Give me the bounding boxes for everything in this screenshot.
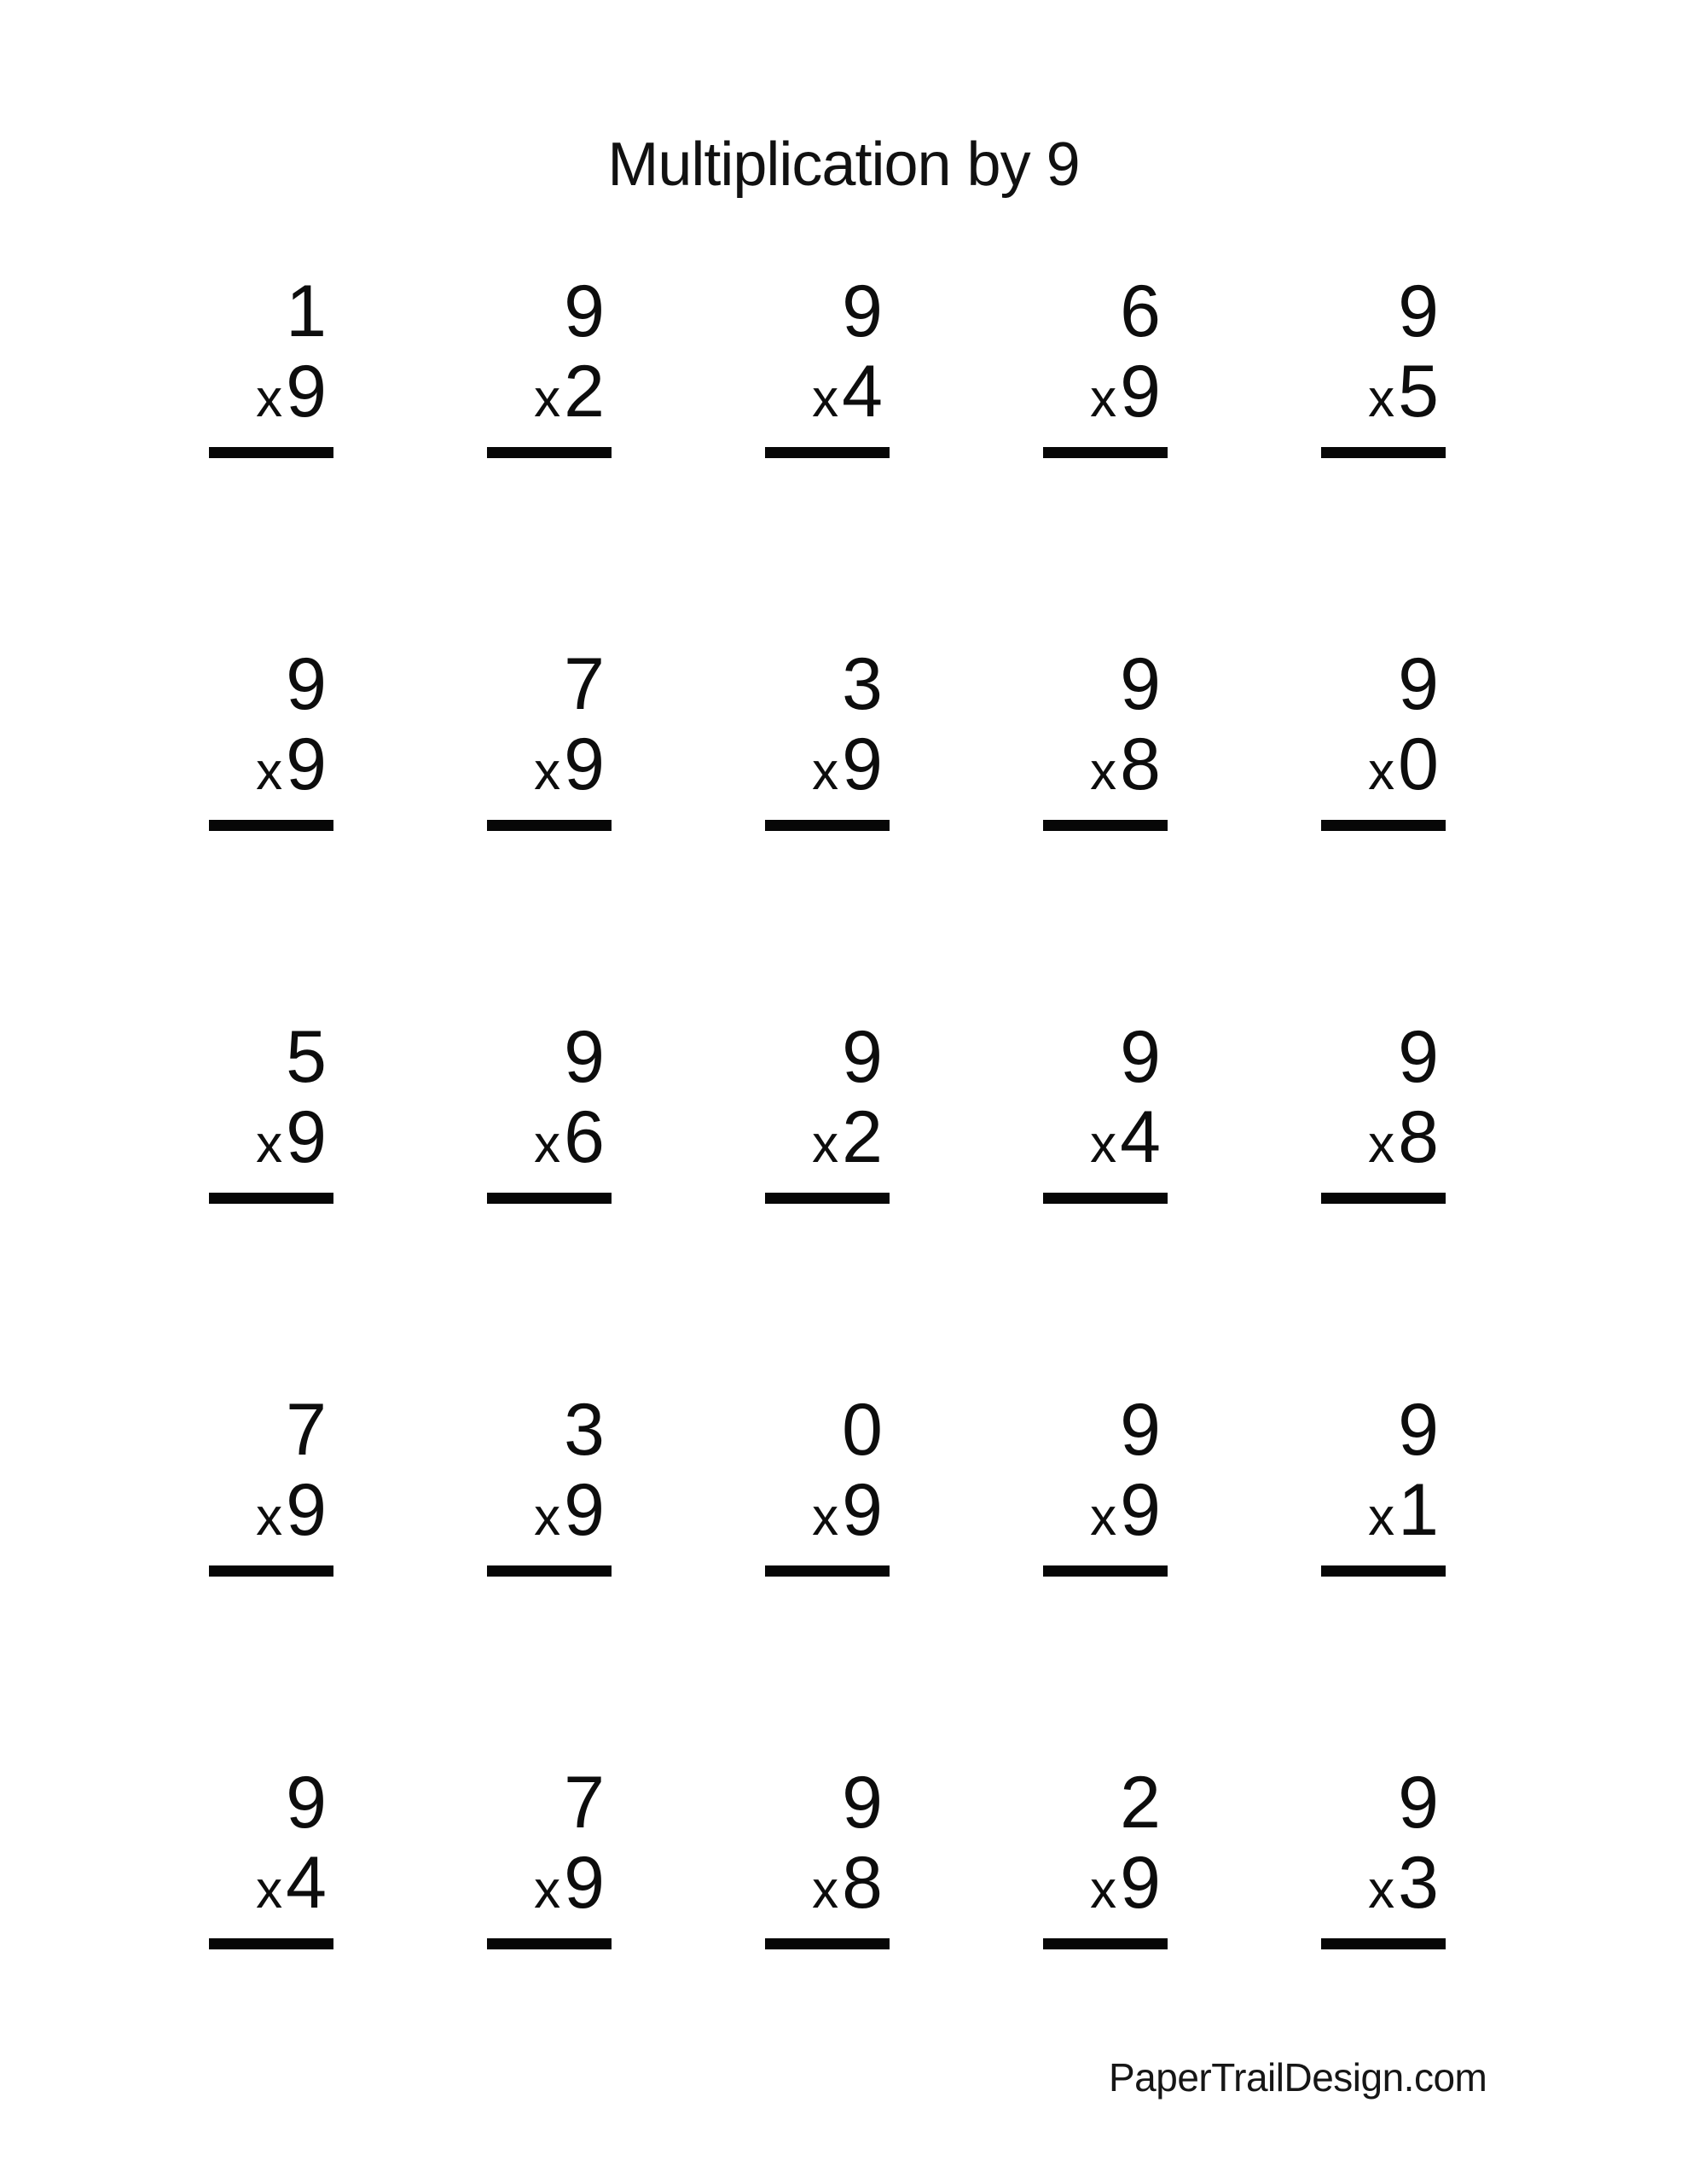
- answer-line: [487, 1193, 612, 1204]
- multiplier-line: [209, 351, 333, 439]
- problem-cell: [1043, 1017, 1168, 1204]
- problem-cell: [1321, 1017, 1446, 1204]
- multiplicand: 7: [564, 1762, 605, 1844]
- multiplier-line: [209, 1097, 333, 1185]
- problem-cell: [765, 1763, 890, 1949]
- problem-cell: [209, 271, 333, 458]
- multiplier: 9: [564, 1842, 605, 1924]
- answer-line: [209, 1938, 333, 1949]
- multiplicand: 9: [1120, 1389, 1161, 1471]
- multiplicand: 9: [564, 1016, 605, 1098]
- answer-line: [765, 1193, 890, 1204]
- multiplicand: 9: [1398, 1762, 1439, 1844]
- multiplier: 8: [1398, 1096, 1439, 1178]
- website-credit: PaperTrailDesign.com: [1109, 2055, 1487, 2100]
- multiplicand: 9: [842, 1762, 883, 1844]
- problem-cell: [209, 644, 333, 831]
- multiplier: 3: [1398, 1842, 1439, 1924]
- multiplication-sign: x: [1368, 369, 1395, 428]
- multiplication-sign: x: [812, 1115, 839, 1174]
- multiplier: 9: [286, 1096, 327, 1178]
- answer-line: [1043, 1193, 1168, 1204]
- multiplication-sign: x: [1090, 1488, 1117, 1547]
- answer-line: [765, 447, 890, 458]
- multiplier: 4: [842, 351, 883, 433]
- problem-cell: [765, 271, 890, 458]
- multiplier-line: [209, 1470, 333, 1558]
- multiplier: 9: [1120, 1842, 1161, 1924]
- multiplication-sign: x: [1090, 1115, 1117, 1174]
- problem-cell: [1043, 1763, 1168, 1949]
- multiplication-sign: x: [256, 1115, 283, 1174]
- multiplicand: 7: [286, 1389, 327, 1471]
- answer-line: [1321, 1938, 1446, 1949]
- answer-line: [1321, 1193, 1446, 1204]
- problem-cell: [765, 644, 890, 831]
- multiplicand: 9: [842, 1016, 883, 1098]
- multiplier-line: [487, 724, 612, 812]
- multiplier: 9: [286, 351, 327, 433]
- multiplier: 9: [286, 1469, 327, 1551]
- multiplication-sign: x: [534, 742, 561, 801]
- problem-cell: [487, 644, 612, 831]
- multiplier: 9: [842, 1469, 883, 1551]
- multiplier: 2: [842, 1096, 883, 1178]
- multiplication-sign: x: [256, 369, 283, 428]
- answer-line: [1043, 447, 1168, 458]
- multiplicand: 9: [286, 1762, 327, 1844]
- multiplier-line: [1043, 351, 1168, 439]
- multiplier-line: [487, 1470, 612, 1558]
- problem-cell: [1043, 1390, 1168, 1577]
- problem-cell: [765, 1390, 890, 1577]
- multiplier: 9: [564, 723, 605, 805]
- multiplicand: 0: [842, 1389, 883, 1471]
- multiplier-line: [209, 724, 333, 812]
- multiplier-line: [1043, 1097, 1168, 1185]
- multiplication-sign: x: [534, 1861, 561, 1920]
- multiplier-line: [487, 1843, 612, 1931]
- multiplier: 1: [1398, 1469, 1439, 1551]
- multiplier-line: [1043, 724, 1168, 812]
- multiplicand: 3: [564, 1389, 605, 1471]
- multiplicand: 9: [1398, 1016, 1439, 1098]
- problem-cell: [765, 1017, 890, 1204]
- problem-cell: [487, 1763, 612, 1949]
- multiplier: 2: [564, 351, 605, 433]
- multiplication-sign: x: [1090, 742, 1117, 801]
- multiplier-line: [1321, 1097, 1446, 1185]
- answer-line: [1321, 820, 1446, 831]
- multiplier: 9: [1120, 1469, 1161, 1551]
- problem-cell: [209, 1017, 333, 1204]
- multiplication-sign: x: [812, 1488, 839, 1547]
- multiplier: 9: [286, 723, 327, 805]
- problem-cell: [487, 1017, 612, 1204]
- answer-line: [765, 820, 890, 831]
- answer-line: [1043, 1938, 1168, 1949]
- multiplicand: 9: [1398, 270, 1439, 352]
- multiplicand: 9: [1398, 643, 1439, 725]
- multiplier: 0: [1398, 723, 1439, 805]
- multiplier: 4: [286, 1842, 327, 1924]
- multiplier-line: [1043, 1470, 1168, 1558]
- multiplication-sign: x: [1368, 1488, 1395, 1547]
- multiplication-sign: x: [534, 1115, 561, 1174]
- multiplier-line: [1321, 724, 1446, 812]
- answer-line: [209, 1193, 333, 1204]
- multiplication-sign: x: [534, 369, 561, 428]
- multiplier: 5: [1398, 351, 1439, 433]
- answer-line: [1321, 1565, 1446, 1577]
- multiplier-line: [487, 1097, 612, 1185]
- multiplicand: 7: [564, 643, 605, 725]
- multiplication-sign: x: [812, 742, 839, 801]
- multiplicand: 1: [286, 270, 327, 352]
- multiplier-line: [1321, 351, 1446, 439]
- multiplicand: 5: [286, 1016, 327, 1098]
- multiplication-sign: x: [1090, 369, 1117, 428]
- problem-cell: [1321, 1763, 1446, 1949]
- answer-line: [487, 820, 612, 831]
- answer-line: [487, 1565, 612, 1577]
- multiplication-sign: x: [812, 369, 839, 428]
- multiplier: 8: [842, 1842, 883, 1924]
- multiplicand: 9: [286, 643, 327, 725]
- multiplication-sign: x: [256, 742, 283, 801]
- multiplier-line: [765, 1843, 890, 1931]
- answer-line: [209, 820, 333, 831]
- multiplication-sign: x: [1368, 742, 1395, 801]
- multiplication-sign: x: [256, 1861, 283, 1920]
- multiplicand: 9: [564, 270, 605, 352]
- multiplier-line: [765, 1097, 890, 1185]
- multiplicand: 2: [1120, 1762, 1161, 1844]
- answer-line: [765, 1938, 890, 1949]
- multiplicand: 9: [842, 270, 883, 352]
- multiplier-line: [1043, 1843, 1168, 1931]
- problem-cell: [209, 1390, 333, 1577]
- problem-cell: [487, 1390, 612, 1577]
- multiplier: 9: [842, 723, 883, 805]
- multiplicand: 6: [1120, 270, 1161, 352]
- answer-line: [1043, 820, 1168, 831]
- problem-cell: [487, 271, 612, 458]
- multiplication-sign: x: [1368, 1115, 1395, 1174]
- problem-cell: [1043, 644, 1168, 831]
- multiplier: 6: [564, 1096, 605, 1178]
- multiplier: 9: [564, 1469, 605, 1551]
- multiplier-line: [765, 351, 890, 439]
- multiplicand: 9: [1398, 1389, 1439, 1471]
- answer-line: [487, 1938, 612, 1949]
- answer-line: [1321, 447, 1446, 458]
- multiplier-line: [209, 1843, 333, 1931]
- answer-line: [765, 1565, 890, 1577]
- multiplication-sign: x: [812, 1861, 839, 1920]
- multiplicand: 9: [1120, 643, 1161, 725]
- multiplication-sign: x: [1090, 1861, 1117, 1920]
- answer-line: [209, 1565, 333, 1577]
- multiplier: 9: [1120, 351, 1161, 433]
- answer-line: [209, 447, 333, 458]
- problem-cell: [209, 1763, 333, 1949]
- problem-cell: [1043, 271, 1168, 458]
- multiplier-line: [1321, 1470, 1446, 1558]
- multiplicand: 3: [842, 643, 883, 725]
- multiplicand: 9: [1120, 1016, 1161, 1098]
- multiplier: 4: [1120, 1096, 1161, 1178]
- problem-cell: [1321, 644, 1446, 831]
- answer-line: [487, 447, 612, 458]
- multiplier-line: [765, 724, 890, 812]
- multiplication-sign: x: [1368, 1861, 1395, 1920]
- problems-grid: [55, 271, 1446, 1949]
- problem-cell: [1321, 1390, 1446, 1577]
- multiplication-sign: x: [534, 1488, 561, 1547]
- multiplier-line: [765, 1470, 890, 1558]
- multiplier-line: [487, 351, 612, 439]
- multiplication-sign: x: [256, 1488, 283, 1547]
- problem-cell: [1321, 271, 1446, 458]
- multiplier: 8: [1120, 723, 1161, 805]
- multiplier-line: [1321, 1843, 1446, 1931]
- worksheet-title: Multiplication by 9: [607, 131, 1080, 199]
- answer-line: [1043, 1565, 1168, 1577]
